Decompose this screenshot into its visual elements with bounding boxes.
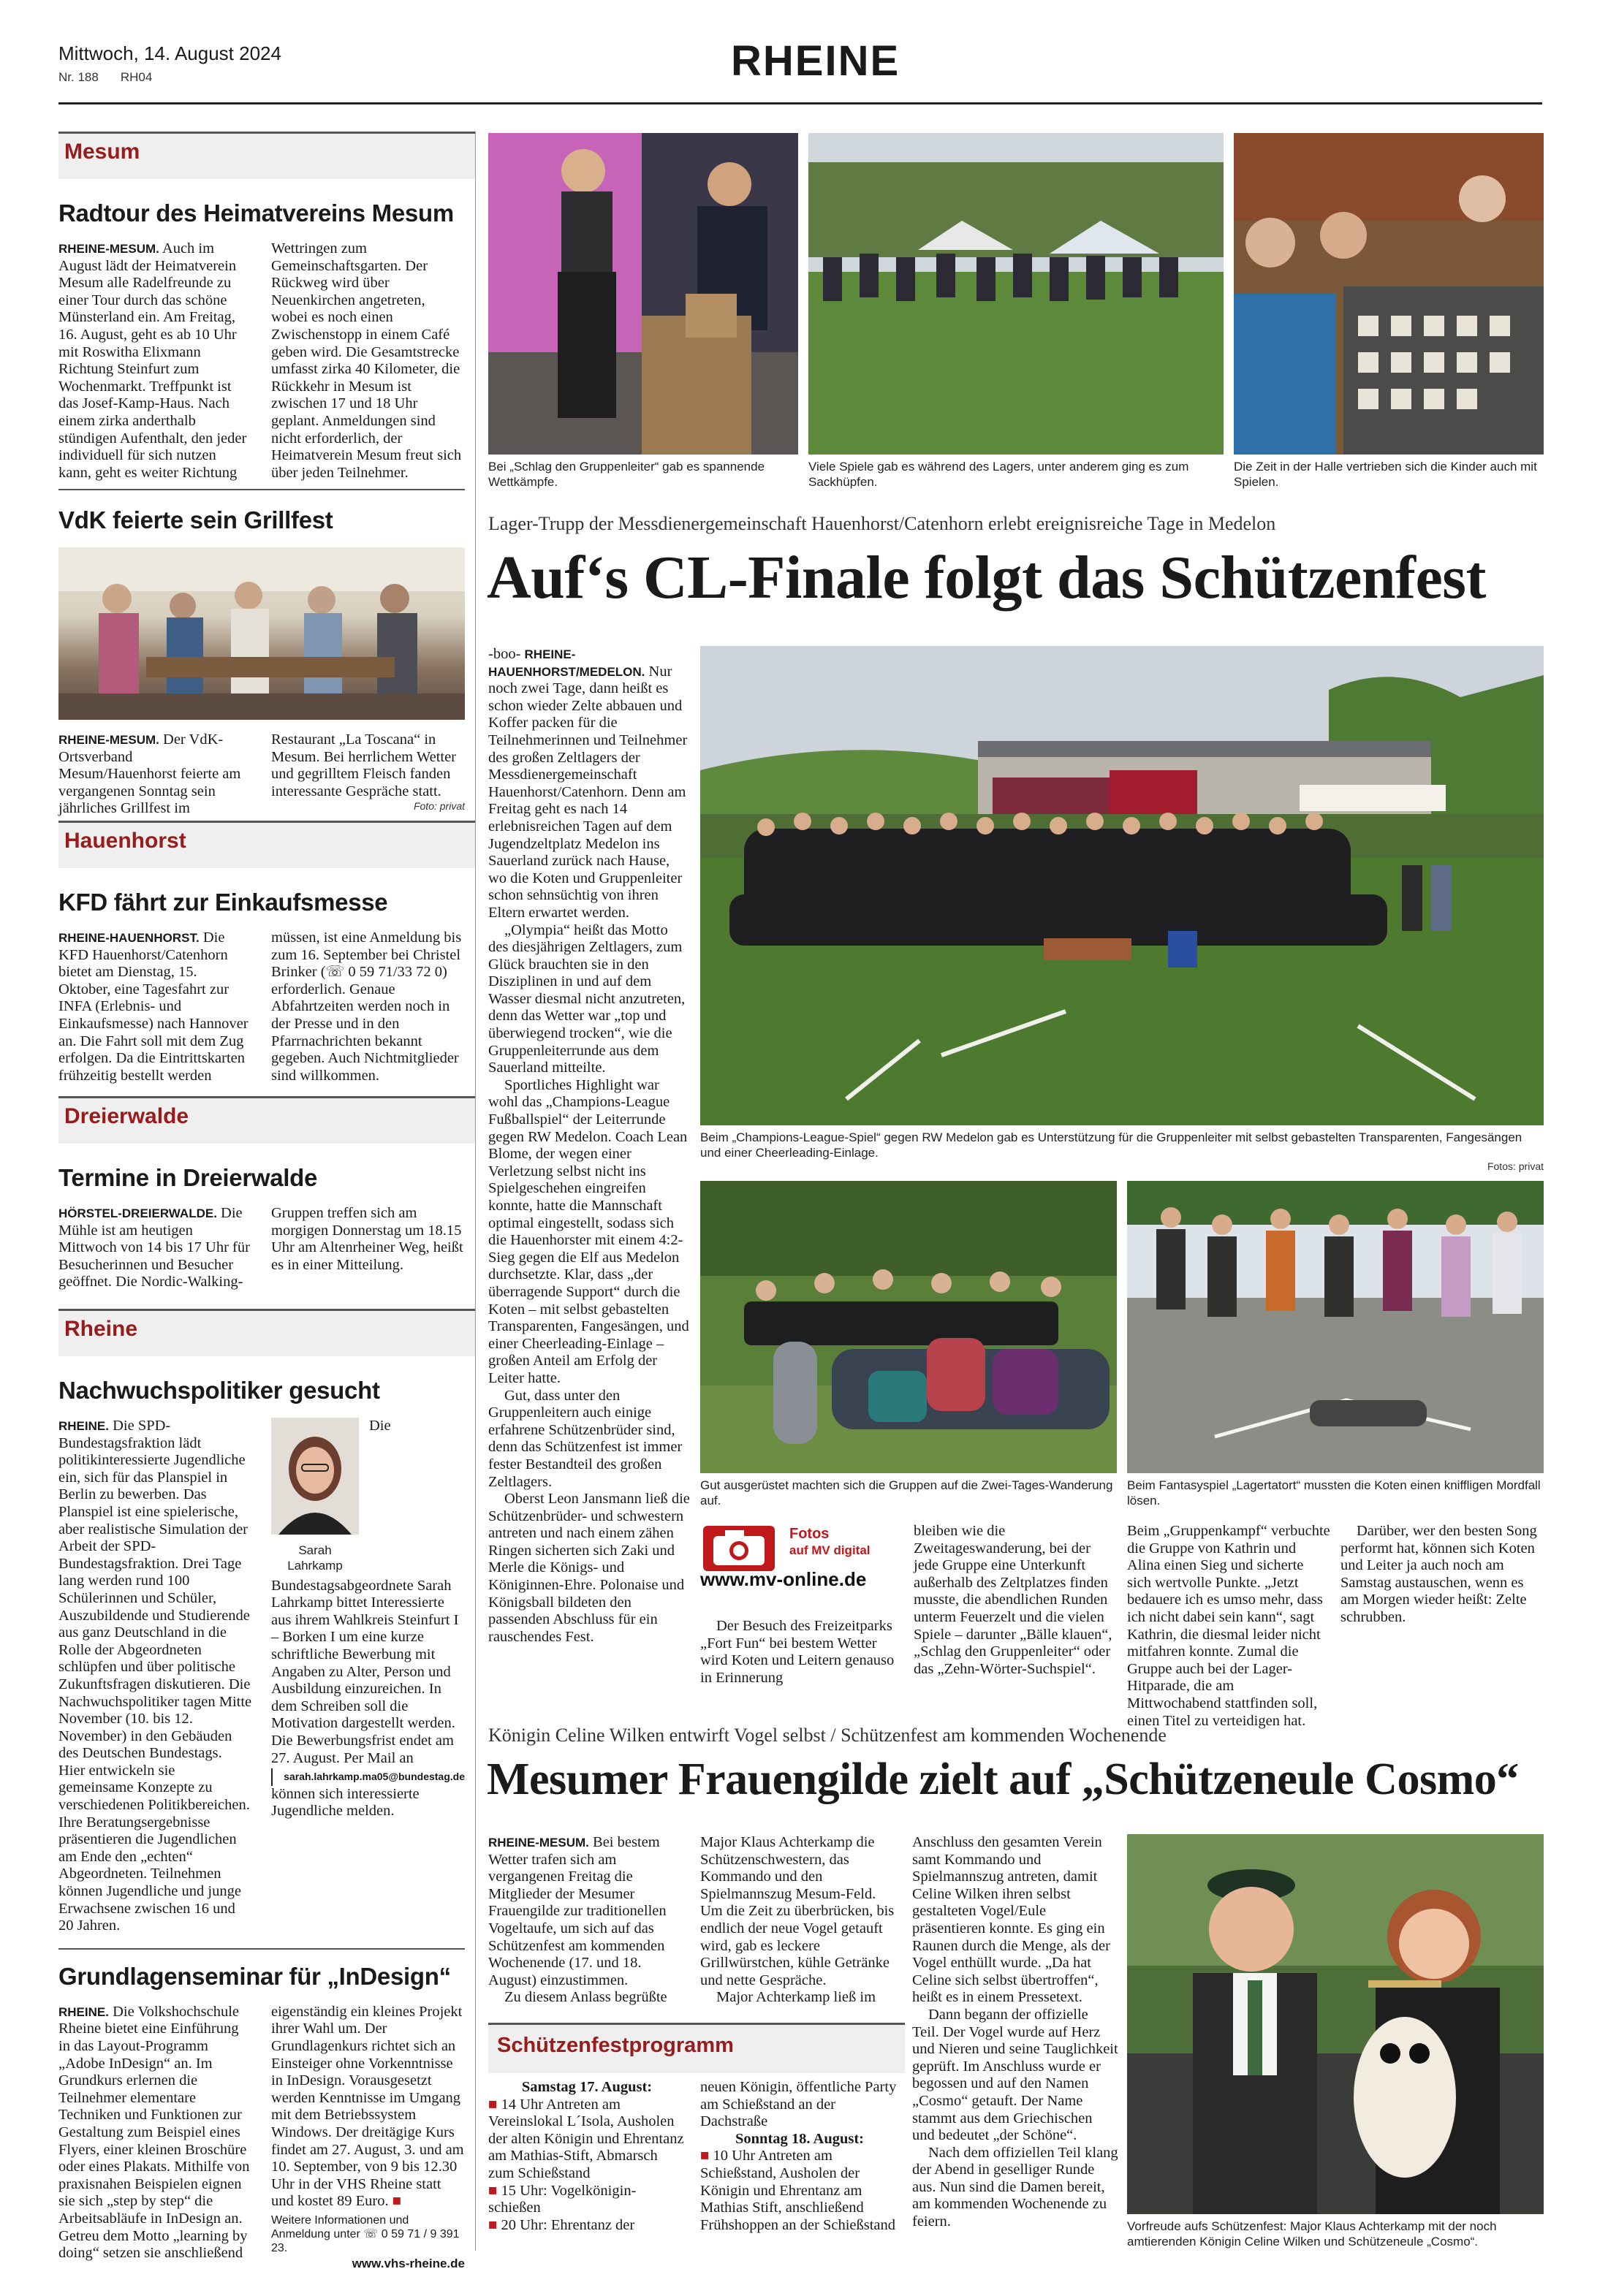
article-title: Radtour des Heimatvereins Mesum <box>58 199 454 227</box>
article-text: Die Bundestagsabgeordnete Sarah Lahrkamp bittet Interessierte aus ihrem Wahlkreis Steinfurt I – Borken I um eine kurze schriftliche Bewerbung mit Angaben zu Alter, Person und Ausbildung einzureichen. In dem Schreiben soll die Motivation dargestellt werden. Die Bewerbungsfrist endet am 27. August. Per Mail an <box>271 1418 459 1766</box>
grillfest-photo <box>58 547 465 720</box>
article-col-b <box>271 1418 465 1935</box>
section-label: Rheine <box>64 1317 138 1341</box>
article-text: Nach dem offiziellen Teil klang der Abend in geselliger Runde aus. Nun sind die Damen bereit, am kommenden Wochenende zu feiern. <box>912 2144 1118 2230</box>
article-text: Der VdK-Ortsverband Mesum/Hauenhorst feierte am vergangenen Sonntag sein jährliches Grillfest im Restaurant „La Toscana“ in Mesum. Bei herrlichem Wetter und gegrilltem Fleisch fanden interessante Gespräche statt. <box>58 731 457 817</box>
issue-date: Mittwoch, 14. August 2024 <box>58 42 281 64</box>
article-column-2 <box>700 1834 902 2007</box>
portrait-photo <box>271 1418 359 1535</box>
program-day: Samstag 17. August: <box>521 2079 653 2095</box>
program-item: ■ 10 Uhr Antreten am Schießstand, Ausholen der Königin und Ehrentanz am Mathias Stift, anschließend Frühshoppen an der Schießstand <box>700 2148 896 2233</box>
section-bar-mesum <box>58 132 475 179</box>
article-text: Major Achterkamp ließ im <box>716 1989 876 2006</box>
photo-caption: Die Zeit in der Halle vertrieben sich die Kinder auch mit Spielen. <box>1234 460 1537 489</box>
program-title: Schützenfestprogramm <box>497 2034 734 2057</box>
article-text: Die Mühle ist am heutigen Mittwoch von 14 bis 17 Uhr für Besucherinnen und Besucher geöffnet. Die Nordic-Walking-Gruppen treffen sich am morgigen Donnerstag um 18.15 Uhr am Altenrheiner Weg, heißt es in einer Mitteilung. <box>58 1205 463 1290</box>
program-item: ■ 15 Uhr: Vogelkönigin-schießen <box>488 2182 637 2216</box>
photo-caption: Beim Fantasyspiel „Lagertatort“ mussten die Koten einen kniffligen Mordfall lösen. <box>1127 1478 1541 1508</box>
article-column-3 <box>914 1523 1117 1678</box>
photo-caption: Viele Spiele gab es während des Lagers, unter anderem ging es zum Sackhüpfen. <box>808 460 1189 489</box>
photo-schlag-den-gruppenleiter <box>488 133 798 455</box>
article-text: Beim „Gruppenkampf“ verbuchte die Gruppe von Kathrin und Alina einen Sieg und sicherte sich wertvolle Punkte. „Jetzt bedauere ich es umso mehr, dass ich nicht dabei sein kann“, sagt Kathrin, die diesmal leider nicht mitfahren konnte. Zumal die Gruppe auch bei der Lager-Hitparade, die am Mittwochabend stattfinden soll, einen Titel zu verteidigen hat. <box>1127 1523 1330 1729</box>
article-title: Termine in Dreierwalde <box>58 1164 318 1191</box>
dateline: RHEINE-HAUENHORST/MEDELON. <box>488 647 645 679</box>
article-kicker: Lager-Trupp der Messdienergemeinschaft Hauenhorst/Catenhorn erlebt ereignisreiche Tage in Medelon <box>488 513 1276 534</box>
article-column-1 <box>488 646 699 1645</box>
article-title: KFD fährt zur Einkaufsmesse <box>58 889 388 916</box>
article-text: Die KFD Hauenhorst/Catenhorn bietet am Dienstag, 15. Oktober, eine Tagesfahrt zur INFA (Erlebnis- und Einkaufsmesse) nach Hannover an. Die Fahrt soll mit dem Zug erfolgen. Da die Eintrittskarten frühzeitig bestellt werden müssen, ist eine Anmeldung bis zum 16. September bei Christel Brinker (☏ 0 59 71/33 72 0) erforderlich. Genaue Abfahrtzeiten werden noch in der Presse und in den Pfarrnachrichten bekannt gegeben. Auch Nichtmitglieder sind willkommen. <box>58 930 462 1084</box>
divider <box>58 489 465 490</box>
article-kicker: Königin Celine Wilken entwirft Vogel selbst / Schützenfest am kommenden Wochenende <box>488 1725 1167 1746</box>
mv-url[interactable]: www.mv-online.de <box>700 1568 867 1590</box>
article-body <box>58 731 465 818</box>
photo-lagertatort <box>1127 1181 1544 1473</box>
article-column-1 <box>488 1834 690 2007</box>
info-line: Weitere Informationen und Anmeldung unter ☏ 0 59 71 / 9 391 23. <box>271 2213 460 2254</box>
article-body <box>58 1205 465 1294</box>
article-column-4 <box>1127 1523 1330 1730</box>
photo-wanderung <box>700 1181 1117 1473</box>
vhs-link[interactable]: www.vhs-rheine.de <box>352 2256 465 2270</box>
article-text: Die Volkshochschule Rheine bietet eine Einführung in das Layout-Programm „Adobe InDesign“ an. Im Grundkurs erlernen die Teilnehmer elementare Techniken und Funktionen zur Gestaltung zum Beispiel eines Flyers, einer kleinen Broschüre oder eines Plakats. Mithilfe von praxisnahen Beispielen eignen sie sich „step by step“ die Arbeitsabläufe in InDesign an. Getreu dem Motto „learning by doing“ setzen sie anschließend eigenständig ein kleines Projekt ihrer Wahl um. Der Grundlagenkurs richtet sich an Einsteiger ohne Vorkenntnisse in InDesign. Vorausgesetzt werden Kenntnisse im Umgang mit dem Betriebssystem Windows. Der dreitägige Kurs findet am 27. August, 3. und am 10. September, von 9 bis 12.30 Uhr in der VHS Rheine statt und kostet 89 Euro. <box>58 2003 464 2262</box>
dateline: RHEINE-MESUM. <box>488 1836 589 1850</box>
program-item-text: 14 Uhr Antreten am Vereinslokal L´Isola, Ausholen der alten Königin und Ehrentanz am Mathias-Stift, Abmarsch zum Schießstand <box>488 2096 684 2181</box>
article-text: Anschluss den gesamten Verein samt Kommando und Spielmannszug antreten, damit Celine Wilken ihren selbst gestalteten Vogel/Eule präsentieren konnte. Es ging ein Raunen durch die Menge, als der Vogel enthüllt wurde. „Da hat Celine sich selbst übertroffen“, heißt es in einem Pressetext. <box>912 1834 1110 2006</box>
photo-champions-league <box>700 646 1544 1125</box>
local-news-column <box>58 132 476 2270</box>
mv-label: Fotos <box>789 1526 830 1542</box>
article-body <box>58 240 465 483</box>
photo-caption: Gut ausgerüstet machten sich die Gruppen auf die Zwei-Tages-Wanderung auf. <box>700 1478 1113 1508</box>
article-text: Nur noch zwei Tage, dann heißt es schon wieder Zelte abbauen und Koffer packen für die Teilnehmerinnen und Teilnehmer des großen Zeltlagers der Messdienergemeinschaft Hauenhorst/Catenhorn. Denn am Freitag geht es nach 14 erlebnisreichen Tagen auf dem Jugendzeltplatz Medelon ins Sauerland zurück nach Hause, wo die Koten und Gruppenleiter schon sehnsüchtig von ihren Eltern erwartet werden. <box>488 663 688 921</box>
dateline: RHEINE. <box>58 1419 109 1433</box>
photo-schuetzeneule-cosmo <box>1127 1834 1544 2214</box>
photo-caption <box>700 1130 1544 1172</box>
program-item-text: 10 Uhr Antreten am Schießstand, Ausholen der Königin und Ehrentanz am Mathias Stift, anschließend Frühshoppen an der Schießstand <box>700 2148 896 2233</box>
section-bar-hauenhorst <box>58 821 475 868</box>
article-text: Der Besuch des Freizeitparks „Fort Fun“ bei bestem Wetter wird Koten und Leitern genauso in Erinnerung <box>700 1618 895 1686</box>
article-col-a <box>58 1418 252 1935</box>
article-text: bleiben wie die Zweitageswanderung, bei der jede Gruppe eine Unterkunft außerhalb des Zeltplatzes finden musste, die abendlichen Runden unterm Feuerzelt und die vielen Spiele – darunter „Bälle klauen“, „Schlag den Gruppenleiter“ oder das „Zehn-Wörter-Suchspiel“. <box>914 1523 1112 1677</box>
photo-credit: Fotos: privat <box>1487 1160 1544 1172</box>
article-text: Darüber, wer den besten Song performt hat, können sich Koten und Leiter ja auch noch am Samstag austauschen, wenn es am Morgen wieder heißt: Zelte schrubben. <box>1340 1523 1537 1625</box>
article-body <box>58 1418 465 1935</box>
article-text: „Olympia“ heißt das Motto des diesjährigen Zeltlagers, zum Glück brauchten sie in den Disziplinen in und auf dem Wasser diesmal nicht anzutreten, denn das Wetter war „top und überwiegend trocken“, wie die Gruppenleiterrunde aus dem Sauerland mitteilte. <box>488 921 686 1076</box>
article-text: Zu diesem Anlass begrüßte <box>504 1989 667 2006</box>
photo-credit: Foto: privat <box>413 800 465 813</box>
article-headline: Mesumer Frauengilde zielt auf „Schützeneule Cosmo“ <box>487 1755 1519 1804</box>
article-text: Major Klaus Achterkamp die Schützenschwestern, das Kommando und den Spielmannszug Mesum-Feld. Um die Zeit zu überbrücken, bis endlich der neue Vogel getauft wird, gab es leckere Grillwürstchen, kühle Getränke und nette Gespräche. <box>700 1834 895 1988</box>
article-text: können sich interessierte Jugendliche melden. <box>271 1785 420 1820</box>
issue-info <box>58 70 174 85</box>
edition-code: RH04 <box>120 70 153 84</box>
program-day: Sonntag 18. August: <box>735 2130 864 2147</box>
article-column-5 <box>1340 1523 1544 1627</box>
section-bar-rheine <box>58 1309 475 1356</box>
photo-caption: Bei „Schlag den Gruppenleiter“ gab es spannende Wettkämpfe. <box>488 460 765 489</box>
byline: -boo- <box>488 646 521 662</box>
photo-halle-spiele <box>1234 133 1544 455</box>
program-col-a <box>488 2079 686 2234</box>
program-item-text: 20 Uhr: Ehrentanz der <box>501 2216 635 2233</box>
dateline: HÖRSTEL-DREIERWALDE. <box>58 1206 217 1220</box>
article-column-3 <box>912 1834 1118 2231</box>
article-text: Dann begann der offizielle Teil. Der Vogel wurde auf Herz und Nieren und seine Tauglichkeit geprüft. Im Anschluss wurde er begossen und auf den Namen „Cosmo“ getauft. Der Name stammt aus dem Griechischen und bedeutet „der Schöne“. <box>912 2006 1118 2144</box>
photo-caption: Vorfreude aufs Schützenfest: Major Klaus Achterkamp mit der noch amtierenden Königin Celine Wilken und Schützeneule „Cosmo“. <box>1127 2219 1497 2249</box>
grillfest-photo-art <box>58 547 465 720</box>
caption-text: Beim „Champions-League-Spiel“ gegen RW Medelon gab es Unterstützung für die Gruppenleiter mit selbst gebastelten Transparenten, Fangesängen und einer Cheerleading-Einlage. <box>700 1130 1522 1160</box>
article-text: Sportliches Highlight war wohl das „Champions-League Fußballspiel“ der Leiterrunde gegen RW Medelon. Coach Lean Blome, der wegen einer Verletzung selbst nicht ins Spielgeschehen eingreifen konnte, hatte die Mannschaft optimal eingestellt, sodass sich die Hauenhorster mit einem 4:2-Sieg gegen die Elf aus Medelon durchsetzte. Klar, dass „der überragende Support“ durch die Koten – mit selbst gebastelten Transparenten, Fangesängen, und einer Cheerleading-Einlage – großen Anteil am Erfolg der Leiter hatte. <box>488 1076 689 1386</box>
article-headline: Auf‘s CL-Finale folgt das Schützenfest <box>487 544 1486 612</box>
article-title: Nachwuchspolitiker gesucht <box>58 1377 380 1404</box>
dateline: RHEINE-HAUENHORST. <box>58 931 200 945</box>
program-body <box>488 2073 905 2266</box>
program-item-text: 15 Uhr: Vogelkönigin-schießen <box>488 2182 637 2216</box>
article-column-2 <box>700 1618 903 1687</box>
dateline: RHEINE. <box>58 2004 109 2019</box>
article-text: Bei bestem Wetter trafen sich am vergangenen Freitag die Mitglieder der Mesumer Frauengilde zur traditionellen Vogeltaufe, um sich auf das Schützenfest am kommenden Wochenende (17. und 18. August) einzustimmen. <box>488 1834 667 1988</box>
article-body: RHEINE. Die Volkshochschule Rheine bietet eine Einführung in das Layout-Programm „Adobe InDesign“ an. Im Grundkurs erlernen die Teilnehmer elementare Techniken und Funktionen zur Gestaltung zum Beispiel eines Flyers, einer kleinen Broschüre oder eines Plakats. Mithilfe von praxisnahen Beispielen eignen sie sich „step by step“ die Arbeitsabläufe in InDesign an. Getreu dem Motto „learning by doing“ setzen sie anschließend eigenständig ein kleines Projekt ihrer Wahl um. Der Grundlagenkurs richtet sich an Einsteiger ohne Vorkenntnisse in InDesign. Vorausgesetzt werden Kenntnisse im Umgang mit dem Betriebssystem Windows. Der dreitägige Kurs findet am 27. August, 3. und am 10. September, von 9 bis 12.30 Uhr in der VHS Rheine statt und kostet 89 Euro. ■ Weitere Informationen und Anmeldung unter ☏ 0 59 71 / 9 391 23. www.vhs-rheine.de <box>58 2004 465 2296</box>
article-body <box>58 930 465 1086</box>
section-label: Dreierwalde <box>64 1104 189 1128</box>
article-title: Grundlagenseminar für „InDesign“ <box>58 1962 451 1990</box>
section-label: Mesum <box>64 140 140 164</box>
divider <box>58 1948 465 1950</box>
program-item: ■ 14 Uhr Antreten am Vereinslokal L´Isola, Ausholen der alten Königin und Ehrentanz am Mathias-Stift, Abmarsch zum Schießstand <box>488 2096 684 2181</box>
photo-sackhuepfen <box>808 133 1224 455</box>
program-item-text: neuen Königin, öffentliche Party am Schießstand an der Dachstraße <box>700 2079 897 2130</box>
program-box <box>488 2023 905 2266</box>
email-link[interactable]: sarah.lahrkamp.ma05@bundestag.de <box>271 1768 465 1786</box>
section-title: RHEINE <box>731 37 900 85</box>
article-text: Die SPD-Bundestagsfraktion lädt politikinteressierte Jugendliche ein, sich für das Planspiel in Berlin zu bewerben. Das Planspiel ist eine spielerische, aber realistische Simulation der Arbeit der SPD-Bundestagsfraktion. Drei Tage lang werden rund 100 Schülerinnen und Schüler, Auszubildende und Studierende aus ganz Deutschland in die Rolle der Abgeordneten schlüpfen und über politische Zukunftsfragen diskutieren. Die Nachwuchspolitiker tagen Mitte November (10. bis 12. November) in den Gebäuden des Deutschen Bundestags. Hier entwickeln sie gemeinsame Konzepte zu verschiedenen Politikbereichen. Ihre Beratungsergebnisse präsentieren die Jugendlichen am Ende den „echten“ Abgeordneten. Teilnehmen können Jugendliche und junge Erwachsene zwischen 16 und 20 Jahren. <box>58 1418 252 1934</box>
article-text: Gut, dass unter den Gruppenleitern auch einige erfahrene Schützenbrüder sind, denn das Schützenfest ist immer fester Bestandteil des großen Zeltlagers. <box>488 1387 683 1490</box>
portrait-caption: Sarah Lahrkamp <box>287 1543 343 1573</box>
section-label: Hauenhorst <box>64 829 186 853</box>
camera-icon <box>703 1526 775 1571</box>
article-text: Auch im August lädt der Heimatverein Mesum alle Radelfreunde zu einer Tour durch das schöne Münsterland ein. Am Freitag, 16. August, geht es ab 10 Uhr mit Roswitha Elixmann Richtung Steinfurt zum Wochenmarkt. Treffpunkt ist das Josef-Kamp-Haus. Nach einem zirka anderthalb stündigen Aufenthalt, den jeder individuell für sich nutzen kann, geht es weiter Richtung Wettringen zum Gemeinschaftsgarten. Der Rückweg wird über Neuenkirchen angetreten, wobei es noch einen Zwischenstopp in einem Café geben wird. Die Gesamtstrecke umfasst zirka 40 Kilometer, die Rückkehr in Mesum ist zwischen 17 und 18 Uhr geplant. Anmeldungen sind nicht erforderlich, der Heimatverein Mesum freut sich über jeden Teilnehmer. <box>58 240 462 481</box>
section-bar-dreierwalde <box>58 1096 475 1144</box>
article-title: VdK feierte sein Grillfest <box>58 506 333 533</box>
program-item: ■ 20 Uhr: Ehrentanz der <box>488 2216 635 2233</box>
program-col-b <box>700 2079 899 2234</box>
dateline: RHEINE-MESUM. <box>58 242 159 256</box>
mv-sublabel: auf MV digital <box>789 1543 871 1557</box>
article-text: Oberst Leon Jansmann ließ die Schützenbrüder- und schwestern antreten und nach einem zähen Ringen sicherten sich Zaki und Merle die Königs- und Königinnen-Ehre. Polonaise und Königsball bildeten den passenden Abschluss für ein rauschendes Fest. <box>488 1491 690 1645</box>
portrait <box>271 1418 359 1573</box>
dateline: RHEINE-MESUM. <box>58 733 159 747</box>
header-divider <box>58 102 1542 104</box>
issue-number: Nr. 188 <box>58 70 99 84</box>
